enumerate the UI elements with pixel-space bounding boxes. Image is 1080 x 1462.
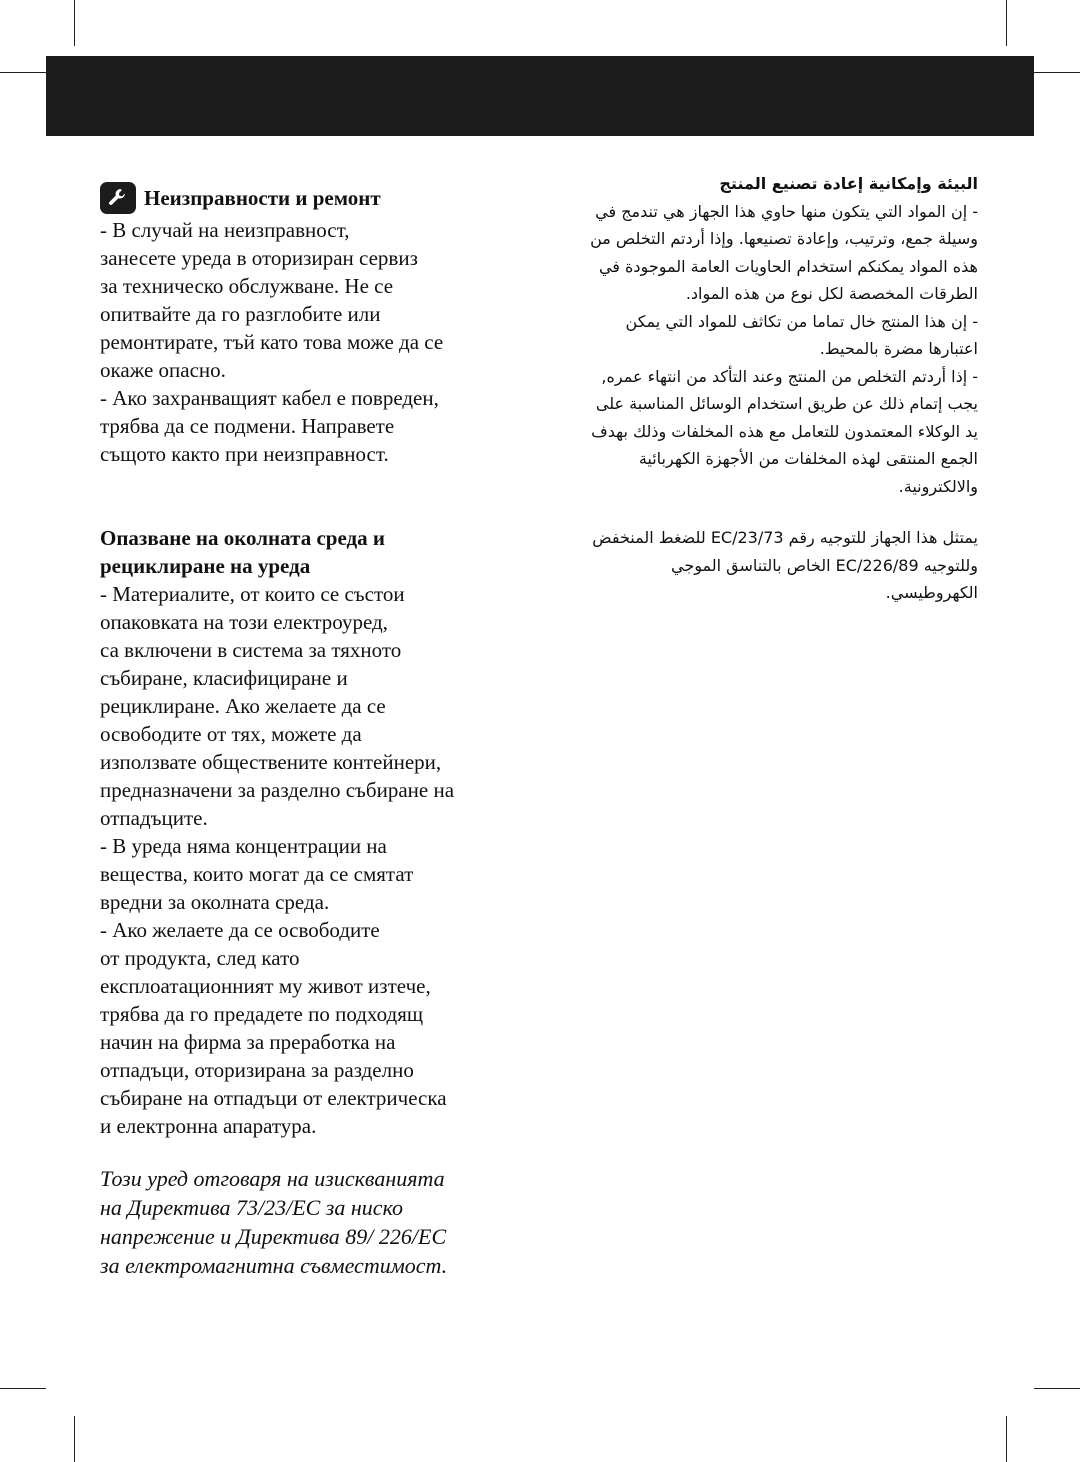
arabic-packaging-paragraph: - إن المواد التي يتكون منها حاوي هذا الجهاز هي تندمج في وسيلة جمع، وترتيب، وإعادة تصنيعها. وإذا أردتم التخلص من هذه المواد يمكنكم استخدام الحاويات العامة الموجودة في الطرقات المخصصة لكل نوع من هذه المواد. — [590, 201, 978, 303]
crop-mark — [1034, 72, 1080, 73]
repair-paragraph: - В случай на неизправност, занесете уреда в оторизиран сервиз за техническо обслужване. Не се опитвайте да го разглобите или ремонтирате, тъй като това може да се окаже опасно. — [100, 218, 444, 382]
repair-heading-row — [100, 182, 530, 214]
crop-mark — [74, 1416, 75, 1462]
crop-mark — [0, 1388, 46, 1389]
disposal-paragraph: - Ако желаете да се освободите от продукта, след като експлоатационният му живот изтече, трябва да го предадете по подходящ начин на фирма за преработка на отпадъци, оторизирана за разделно събиране на отпадъци от електрическа и електронна апаратура. — [100, 918, 447, 1138]
header-bar — [46, 56, 1034, 136]
arabic-column — [590, 170, 978, 607]
directive-note: Този уред отговаря на изискванията на Директива 73/23/EC за ниско напрежение и Директива 89/ 226/EC за електромагнитна съвместимост. — [100, 1166, 448, 1278]
environment-heading: Опазване на околната среда и рециклиране на уреда — [100, 526, 385, 578]
cable-paragraph: - Ако захранващият кабел е повреден, трябва да се подмени. Направете същото както при неизправност. — [100, 386, 439, 466]
substances-paragraph: - В уреда няма концентрации на вещества, които могат да се смятат вредни за околната среда. — [100, 834, 414, 914]
repair-heading: Неизправности и ремонт — [144, 186, 381, 210]
crop-mark — [1006, 1416, 1007, 1462]
bulgarian-column — [100, 182, 530, 1302]
arabic-directive-paragraph: يمتثل هذا الجهاز للتوجيه رقم EC/23/73 للضغط المنخفض وللتوجيه EC/226/89 الخاص بالتناسق الموجي الكهروطيسي. — [592, 528, 978, 602]
arabic-disposal-paragraph: - إذا أردتم التخلص من المنتج وعند التأكد من انتهاء عمره, يجب إتمام ذلك عن طريق استخدام الوسائل المناسبة على يد الوكلاء المعتمدون للتعامل مع هذه المخلفات وذلك بهدف الجمع المنتقى لهذه المخلفات من الأجهزة الكهربائية والالكترونية. — [591, 366, 978, 496]
crop-mark — [1006, 0, 1007, 46]
packaging-paragraph: - Материалите, от които се състои опаковката на този електроуред, са включени в система за тяхното събиране, класифициране и рециклиране. Ако желаете да се освободите от тях, можете да използвате обществените контейнери, предназначени за разделно събиране на отпадъците. — [100, 582, 455, 830]
crop-mark — [0, 72, 46, 73]
crop-mark — [74, 0, 75, 46]
wrench-icon — [100, 182, 136, 214]
crop-mark — [1034, 1388, 1080, 1389]
arabic-substances-paragraph: - إن هذا المنتج خال تماما من تكاثف للمواد التي يمكن اعتبارها مضرة بالمحيط. — [625, 311, 978, 358]
arabic-heading: البيئة وإمكانية إعادة تصنيع المنتج — [719, 174, 978, 193]
